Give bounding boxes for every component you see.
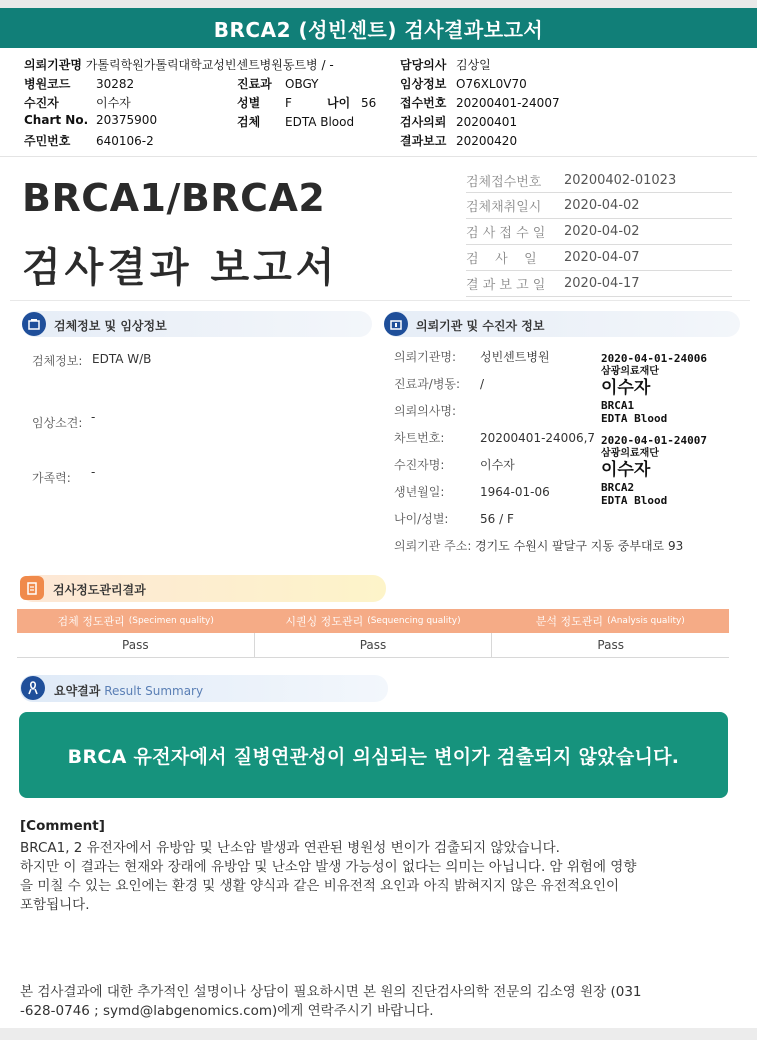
col-sub: (Sequencing quality) (367, 616, 461, 626)
info-value: 56 / F (480, 511, 514, 526)
footer-line: 본 검사결과에 대한 추가적인 설명이나 상담이 필요하시면 본 원의 진단검사의학 전문의 김소영 원장 (031 (20, 984, 642, 1000)
sticker-id: 2020-04-01-24006 (601, 352, 707, 365)
header-label: 병원코드 (24, 77, 71, 91)
info-value: / (480, 376, 485, 391)
institution-info (394, 343, 604, 532)
banner-title: BRCA2 (성빈센트) 검사결과보고서 (0, 8, 757, 48)
info-value: 성빈센트병원 (480, 350, 550, 364)
header-mid (237, 75, 376, 132)
specimen-box-icon (22, 312, 46, 336)
info-label: 생년월일: (394, 485, 445, 499)
header-label: 의뢰기관명 (24, 58, 82, 72)
info-label: 의뢰기관명: (394, 350, 457, 364)
footer-contact (20, 983, 740, 1021)
family-history-value: - (91, 465, 96, 479)
header-value: 20200420 (456, 134, 518, 148)
header-label: 임상정보 (400, 77, 447, 91)
header-value: OBGY (285, 77, 319, 91)
info-value: 20200401-24006,7 (480, 430, 596, 445)
institution-section-title: 의뢰기관 및 수진자 정보 (416, 319, 545, 333)
quality-section-title: 검사정도관리결과 (53, 583, 146, 597)
sticker-name: 이수자 (601, 460, 651, 480)
col-sub: (Analysis quality) (607, 616, 685, 626)
comment-line: 하지만 이 결과는 현재와 장래에 유방암 및 난소암 발생 가능성이 없다는 의미는 아닙니다. 암 위험에 영향 (20, 859, 637, 875)
sticker-gene: BRCA1 (601, 399, 635, 412)
quality-value: Pass (17, 633, 255, 657)
quality-value: Pass (255, 633, 493, 657)
header-label: 진료과 (237, 77, 272, 91)
info-label: 나이/성별: (394, 512, 449, 526)
header-label: 성별 (237, 96, 261, 110)
comment-line: 을 미칠 수 있는 요인에는 환경 및 생활 양식과 같은 비유전적 요인과 아직 밝혀지지 않은 유전적요인이 (20, 878, 620, 894)
header-label: 결과보고 (400, 134, 447, 148)
date-label: 검체접수번호 (466, 174, 542, 190)
sticker-name: 이수자 (601, 378, 651, 398)
header-ward: 동트병 / - (282, 58, 334, 72)
quality-col-analysis (492, 609, 729, 633)
sticker-org: 삼광의료재단 (601, 448, 659, 459)
footer-line: -628-0746 ; symd@labgenomics.com)에게 연락주시기 바랍니다. (20, 1003, 434, 1019)
report-title-line1: BRCA1/BRCA2 (22, 176, 326, 220)
header-value: O76XL0V70 (456, 77, 527, 91)
sticker-id: 2020-04-01-24007 (601, 434, 707, 447)
header-value: 56 (361, 96, 377, 110)
col-name: 시퀀싱 정도관리 (285, 615, 364, 628)
date-value: 2020-04-02 (564, 198, 640, 213)
header-label: 검사의뢰 (400, 115, 447, 129)
header-value: 20200401 (456, 115, 518, 129)
quality-table-row (17, 633, 729, 658)
date-table (466, 168, 732, 297)
header-value: 김상일 (456, 58, 491, 72)
comment-body (20, 839, 740, 915)
top-strip (0, 0, 757, 8)
address-value: 경기도 수원시 팔달구 지동 중부대로 93 (475, 539, 684, 553)
info-label: 진료과/병동: (394, 377, 461, 391)
quality-value: Pass (597, 638, 624, 652)
info-value: 이수자 (480, 458, 515, 472)
date-label: 검 사 일 (466, 252, 537, 267)
date-value: 20200402-01023 (564, 172, 677, 188)
clinical-value: - (91, 410, 96, 424)
specimen-value: EDTA W/B (92, 352, 152, 366)
info-label: 차트번호: (394, 431, 445, 445)
family-history-label: 가족력: (32, 471, 71, 485)
info-label: 수진자명: (394, 458, 445, 472)
date-label: 검 사 접 수 일 (466, 226, 546, 241)
sticker-spec: EDTA Blood (601, 494, 668, 507)
section-divider (10, 300, 750, 301)
header-label: 접수번호 (400, 96, 447, 110)
header-value: 640106-2 (96, 134, 154, 148)
clipboard-icon (20, 576, 44, 600)
address-label: 의뢰기관 주소: (394, 539, 472, 553)
header-value: 이수자 (96, 96, 131, 110)
header-value: EDTA Blood (285, 115, 355, 129)
date-label: 검체채취일시 (466, 200, 542, 215)
date-label: 결 과 보 고 일 (466, 278, 546, 293)
date-value: 2020-04-02 (564, 224, 640, 239)
result-summary-box: BRCA 유전자에서 질병연관성이 의심되는 변이가 검출되지 않았습니다. (19, 712, 728, 798)
quality-col-specimen (17, 609, 254, 633)
ribbon-icon (21, 676, 45, 700)
specimen-label: 검체정보: (32, 354, 83, 368)
report-title-line2: 검사결과 보고서 (22, 245, 339, 291)
header-value: F (285, 96, 292, 110)
sticker-org: 삼광의료재단 (601, 366, 659, 377)
header-value: 30282 (96, 77, 135, 91)
sticker-gene: BRCA2 (601, 481, 635, 494)
specimen-label-sticker-1 (601, 352, 707, 425)
bottom-strip (0, 1028, 757, 1040)
quality-table-header (17, 609, 729, 633)
summary-title-en: Result Summary (104, 684, 204, 698)
header-value: 가톨릭학원가톨릭대학교성빈센트병원 (85, 58, 283, 72)
header-label: 담당의사 (400, 58, 447, 72)
header-value: 20375900 (96, 113, 158, 127)
specimen-label-sticker-2 (601, 434, 707, 507)
summary-title-ko: 요약결과 (54, 684, 101, 698)
institution-address (394, 537, 683, 554)
hospital-icon (384, 312, 408, 336)
header-label: 나이 (327, 96, 351, 110)
specimen-section-title: 검체정보 및 임상정보 (54, 319, 167, 333)
header-label: 검체 (237, 115, 261, 129)
info-value: 1964-01-06 (480, 484, 550, 499)
comment-line: 포함됩니다. (20, 897, 90, 913)
date-value: 2020-04-17 (564, 276, 640, 291)
header-label: Chart No. (24, 113, 89, 127)
header-divider (0, 156, 757, 157)
comment-heading: [Comment] (20, 818, 105, 834)
header-value: 20200401-24007 (456, 96, 560, 110)
date-value: 2020-04-07 (564, 250, 640, 265)
header-right (400, 56, 560, 151)
clinical-label: 임상소견: (32, 416, 83, 430)
info-label: 의뢰의사명: (394, 404, 457, 418)
quality-col-sequencing (254, 609, 491, 633)
sticker-spec: EDTA Blood (601, 412, 668, 425)
col-name: 검체 정도관리 (57, 615, 125, 628)
col-sub: (Specimen quality) (128, 616, 214, 626)
col-name: 분석 정도관리 (535, 615, 604, 628)
header-label: 주민번호 (24, 134, 71, 148)
comment-line: BRCA1, 2 유전자에서 유방암 및 난소암 발생과 연관된 병원성 변이가 검출되지 않았습니다. (20, 840, 560, 856)
header-label: 수진자 (24, 96, 59, 110)
summary-section-title (54, 682, 203, 699)
